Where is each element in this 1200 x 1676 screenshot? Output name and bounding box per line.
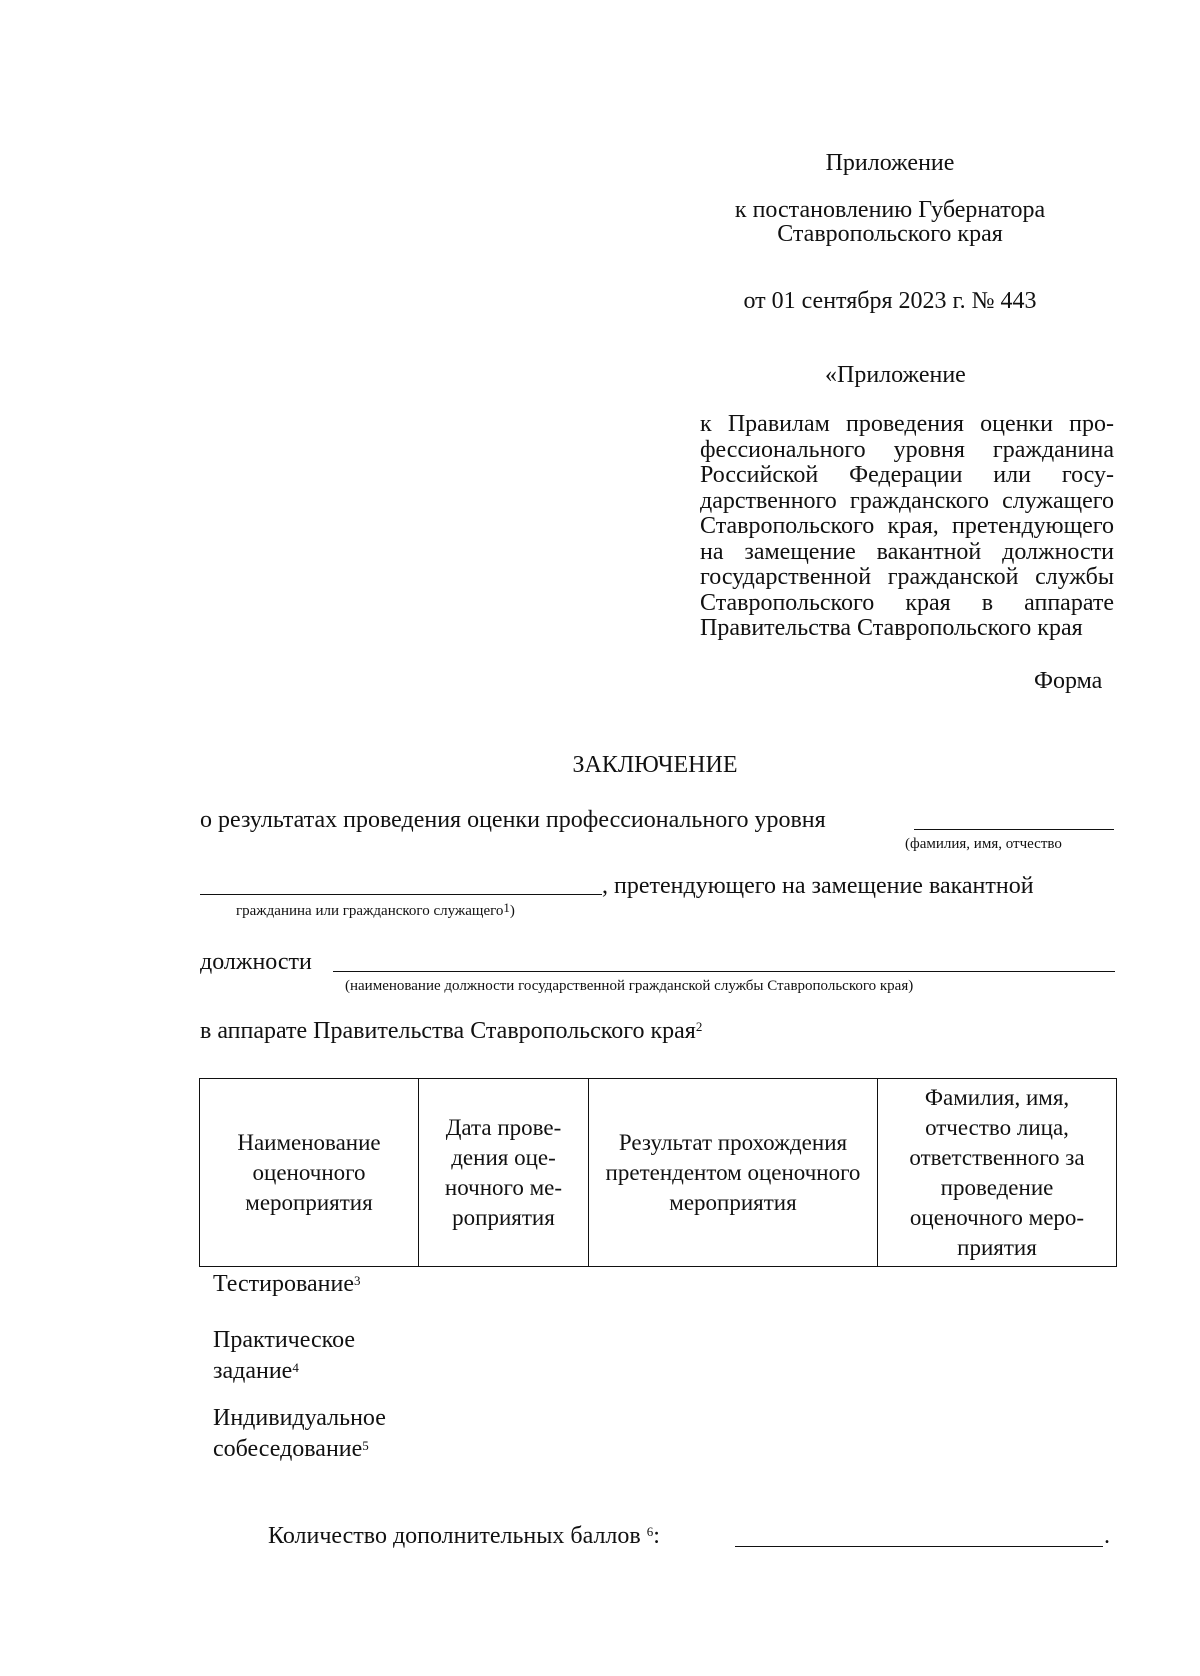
rules-reference: к Правилам проведения оценки профессионального уровня гражданина Российской Федерации или государственного гражданского служащего Ставропольского края, претендующего на замещение вакантной должности государственной гражданской службы Ставропольского края в аппарате Правительства Ставропольского края	[700, 411, 1114, 641]
column-header-event-name: Наименование оценочного мероприятия	[200, 1079, 419, 1267]
decree-date-number: от 01 сентября 2023 г. № 443	[743, 288, 1037, 314]
column-header-responsible-person: Фамилия, имя, отчество лица, ответственного за проведение оценочного мероприятия	[878, 1079, 1117, 1267]
extra-points-period: .	[1104, 1523, 1110, 1549]
form-label: Форма	[1034, 668, 1103, 694]
column-header-result: Результат прохождения претендентом оценочного мероприятия	[589, 1079, 878, 1267]
extra-points-blank-line	[735, 1546, 1103, 1547]
inner-appendix-label: «Приложение	[825, 362, 966, 388]
column-header-event-date: Дата проведения оценочного мероприятия	[419, 1079, 589, 1267]
government-office-text: в аппарате Правительства Ставропольского края$^2$	[200, 1018, 703, 1044]
appendix-label: Приложение	[825, 150, 955, 176]
decree-reference-line1: к постановлению Губернатора	[734, 197, 1046, 223]
decree-reference-line2: Ставропольского края	[777, 221, 1003, 247]
row-label-practical-task: Практическое задание$^4$	[213, 1327, 356, 1384]
document-title: ЗАКЛЮЧЕНИЕ	[572, 752, 738, 778]
position-blank-line	[333, 971, 1115, 972]
row-label-testing: Тестирование$^3$	[213, 1271, 361, 1297]
full-name-hint: (фамилия, имя, отчество	[905, 836, 1062, 852]
position-hint: (наименование должности государственной гражданской службы Ставропольского края)	[345, 978, 914, 994]
position-label: должности	[200, 949, 312, 975]
candidate-text: , претендующего на замещение вакантной	[602, 873, 1034, 899]
assessment-table	[199, 1078, 1117, 1267]
full-name-blank-line	[914, 829, 1114, 830]
citizen-status-blank-line	[200, 894, 602, 895]
row-label-interview: Индивидуальное собеседование$^5$	[213, 1405, 386, 1462]
citizen-status-hint: гражданина или гражданского служащего$^1$)	[236, 900, 515, 919]
conclusion-subject-text: о результатах проведения оценки профессионального уровня	[200, 807, 826, 833]
extra-points-label: Количество дополнительных баллов $^6$:	[268, 1523, 660, 1549]
